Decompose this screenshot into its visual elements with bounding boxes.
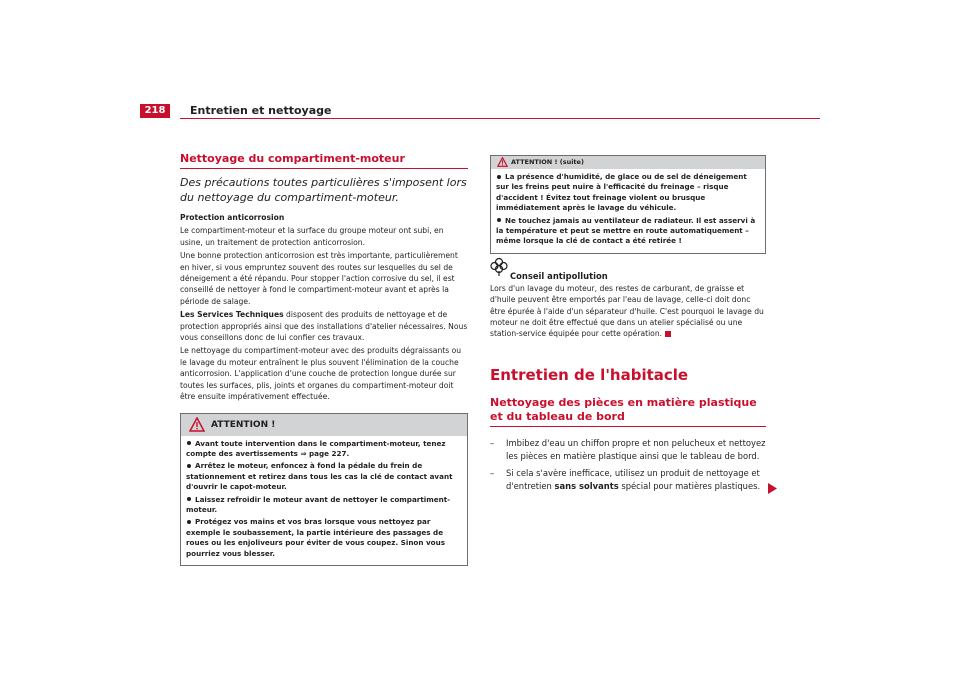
- warning-body: [181, 436, 467, 565]
- warning-box: [180, 413, 468, 566]
- warning-box-continued: [490, 155, 766, 254]
- env-title: Conseil antipollution: [510, 270, 608, 281]
- dash-marker: –: [490, 467, 495, 478]
- section-subtitle: Des précautions toutes particulières s'imposent lors du nettoyage du compartiment-moteur.: [180, 176, 467, 204]
- paragraph: [180, 309, 468, 343]
- bullet-icon: [497, 218, 501, 222]
- steps-list: [490, 437, 766, 493]
- warning-item: [496, 216, 760, 247]
- chapter-title: Entretien de l'habitacle: [490, 365, 689, 384]
- end-of-section-icon: [665, 331, 671, 337]
- bullet-icon: [187, 520, 191, 524]
- bold-term: sans solvants: [554, 480, 619, 491]
- bullet-icon: [187, 441, 191, 445]
- paragraph: Le nettoyage du compartiment-moteur avec des produits dégraissants ou le lavage du moteur entraînent le plus souvent l'élimination de la couche anticorrosion. L'application d'une couche de protection longue durée sur toutes les surfaces, plis, joints et organes du compartiment-moteur doit être ensuite impérativement effectuée.: [180, 346, 462, 402]
- left-column: [180, 152, 468, 566]
- step-text: Imbibez d'eau un chiffon propre et non pelucheux et nettoyez les pièces en matière plastique ainsi que le tableau de bord.: [506, 437, 766, 461]
- warning-text: Ne touchez jamais au ventilateur de radiateur. Il est asservi à la température et peut se mettre en route automatiquement – même lorsque la clé de contact a été retirée !: [496, 215, 756, 246]
- warning-text: La présence d'humidité, de glace ou de sel de déneigement sur les freins peut nuire à l'efficacité du freinage – risque d'accident ! Évitez tout freinage violent ou brusque immédiatement après le lavage du véhicule.: [496, 172, 747, 213]
- right-column: [490, 155, 766, 493]
- dash-marker: –: [490, 437, 495, 448]
- bullet-icon: [187, 464, 191, 468]
- env-header: [490, 263, 766, 279]
- page-number: 218: [140, 104, 170, 118]
- continue-arrow-icon: [768, 479, 777, 498]
- warning-triangle-icon: [189, 417, 205, 441]
- environment-note: [490, 263, 766, 340]
- warning-title: ATTENTION !: [211, 419, 276, 430]
- warning-body: [491, 169, 765, 253]
- warning-text: Protégez vos mains et vos bras lorsque vous nettoyez par exemple le soubassement, la partie intérieure des passages de roues ou les enjoliveurs pour éviter de vous coupez. Sinon vous pourriez vous blesser.: [186, 517, 446, 558]
- env-paragraph: Lors d'un lavage du moteur, des restes de carburant, de graisse et d'huile peuvent être emportés par l'eau de lavage, celle-ci doit donc être épurée à l'aide d'un séparateur d'huile. C'est pourquoi le lavage du moteur ne doit être effectué que dans un atelier spécialisé ou une station-service équipée pour cette opération.: [490, 283, 764, 339]
- paragraph: Une bonne protection anticorrosion est très importante, particulièrement en hiver, si vous empruntez souvent des routes sur lesquelles du sel de déneigement a été répandu. Pour stopper l'action corrosive du sel, il est conseillé de nettoyer à fond le compartiment-moteur avant et après la période de salage.: [180, 251, 458, 306]
- body-text: [180, 212, 468, 403]
- warning-text: Arrêtez le moteur, enfoncez à fond la pédale du frein de stationnement et retirez dans tous les cas la clé de contact avant d'ouvrir le capot-moteur.: [186, 461, 453, 492]
- section-rule: [490, 426, 766, 427]
- running-header: Entretien et nettoyage: [190, 104, 332, 117]
- section-title: Nettoyage des pièces en matière plastique et du tableau de bord: [490, 395, 757, 423]
- env-text: [490, 283, 766, 340]
- step-item: [490, 467, 766, 493]
- warning-title: ATTENTION ! (suite): [511, 158, 584, 166]
- warning-header: [491, 156, 765, 169]
- sub-heading: Protection anticorrosion: [180, 213, 285, 222]
- arrow-icon: ⇒: [300, 448, 307, 458]
- section-title: Nettoyage du compartiment-moteur: [180, 152, 405, 165]
- warning-item: [186, 461, 462, 492]
- step-item: [490, 437, 766, 463]
- warning-item: [186, 439, 462, 460]
- page-reference: page 227.: [306, 448, 350, 458]
- bold-term: Les Services Techniques: [180, 310, 284, 320]
- warning-header: [181, 414, 467, 436]
- step-text: spécial pour matières plastiques.: [618, 480, 761, 491]
- step-text: Si cela s'avère inefficace, utilisez un produit de nettoyage et d'entretien: [506, 467, 760, 491]
- bullet-icon: [187, 497, 191, 501]
- header-rule: [180, 118, 820, 119]
- paragraph: Le compartiment-moteur et la surface du groupe moteur ont subi, en usine, un traitement de protection anticorrosion.: [180, 226, 444, 247]
- bullet-icon: [497, 175, 501, 179]
- warning-text: Laissez refroidir le moteur avant de nettoyer le compartiment-moteur.: [186, 494, 451, 514]
- section-rule: [180, 168, 468, 169]
- warning-item: [186, 495, 462, 516]
- warning-text: Avant toute intervention dans le compartiment-moteur, tenez compte des avertissements: [186, 438, 446, 458]
- warning-triangle-icon: [497, 157, 508, 172]
- paragraph-text: disposent des produits de nettoyage et de protection appropriés ainsi que des installations d'atelier nécessaires. Nous vous conseillons donc de lui confier ces travaux.: [180, 310, 468, 343]
- warning-item: [496, 172, 760, 214]
- warning-item: [186, 517, 462, 559]
- flower-icon: [490, 257, 508, 281]
